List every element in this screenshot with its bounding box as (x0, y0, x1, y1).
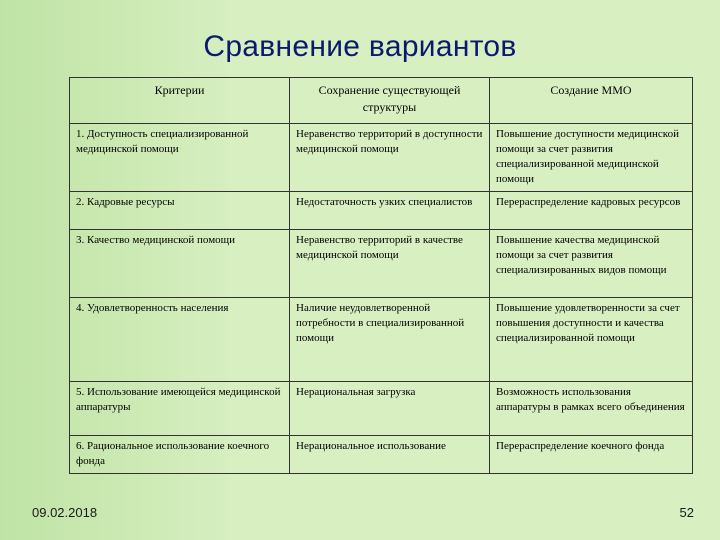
page-number: 52 (679, 505, 694, 520)
row-create-mmo: Возможность использования аппаратуры в рамках всего объединения (490, 382, 693, 436)
header-criteria: Критерии (70, 78, 290, 124)
table-row (70, 230, 693, 298)
table-row (70, 124, 693, 192)
row-criterion: 3. Качество медицинской помощи (70, 230, 290, 298)
row-create-mmo: Повышение доступности медицинской помощи за счет развития специализированной медицинской помощи (490, 124, 693, 192)
row-create-mmo: Перераспределение коечного фонда (490, 436, 693, 474)
footer-date: 09.02.2018 (32, 505, 98, 520)
table-row (70, 298, 693, 382)
row-criterion: 6. Рациональное использование коечного фонда (70, 436, 290, 474)
row-criterion: 4. Удовлетворенность населения (70, 298, 290, 382)
table-row (70, 192, 693, 230)
row-criterion: 5. Использование имеющейся медицинской аппаратуры (70, 382, 290, 436)
table-row (70, 436, 693, 474)
row-keep-structure: Неравенство территорий в качестве медицинской помощи (290, 230, 490, 298)
table-header-row (70, 78, 693, 124)
row-keep-structure: Недостаточность узких специалистов (290, 192, 490, 230)
row-keep-structure: Наличие неудовлетворенной потребности в специализированной помощи (290, 298, 490, 382)
row-criterion: 2. Кадровые ресурсы (70, 192, 290, 230)
header-create-mmo: Создание ММО (490, 78, 693, 124)
table-row (70, 382, 693, 436)
row-keep-structure: Нерациональное использование (290, 436, 490, 474)
row-create-mmo: Перераспределение кадровых ресурсов (490, 192, 693, 230)
slide-title: Сравнение вариантов (203, 30, 517, 63)
row-keep-structure: Неравенство территорий в доступности медицинской помощи (290, 124, 490, 192)
header-keep-structure: Сохранение существующей структуры (290, 78, 490, 124)
row-create-mmo: Повышение удовлетворенности за счет повышения доступности и качества специализированной помощи (490, 298, 693, 382)
row-create-mmo: Повышение качества медицинской помощи за счет развития специализированных видов помощи (490, 230, 693, 298)
row-criterion: 1. Доступность специализированной медицинской помощи (70, 124, 290, 192)
row-keep-structure: Нерациональная загрузка (290, 382, 490, 436)
comparison-table (69, 77, 693, 474)
